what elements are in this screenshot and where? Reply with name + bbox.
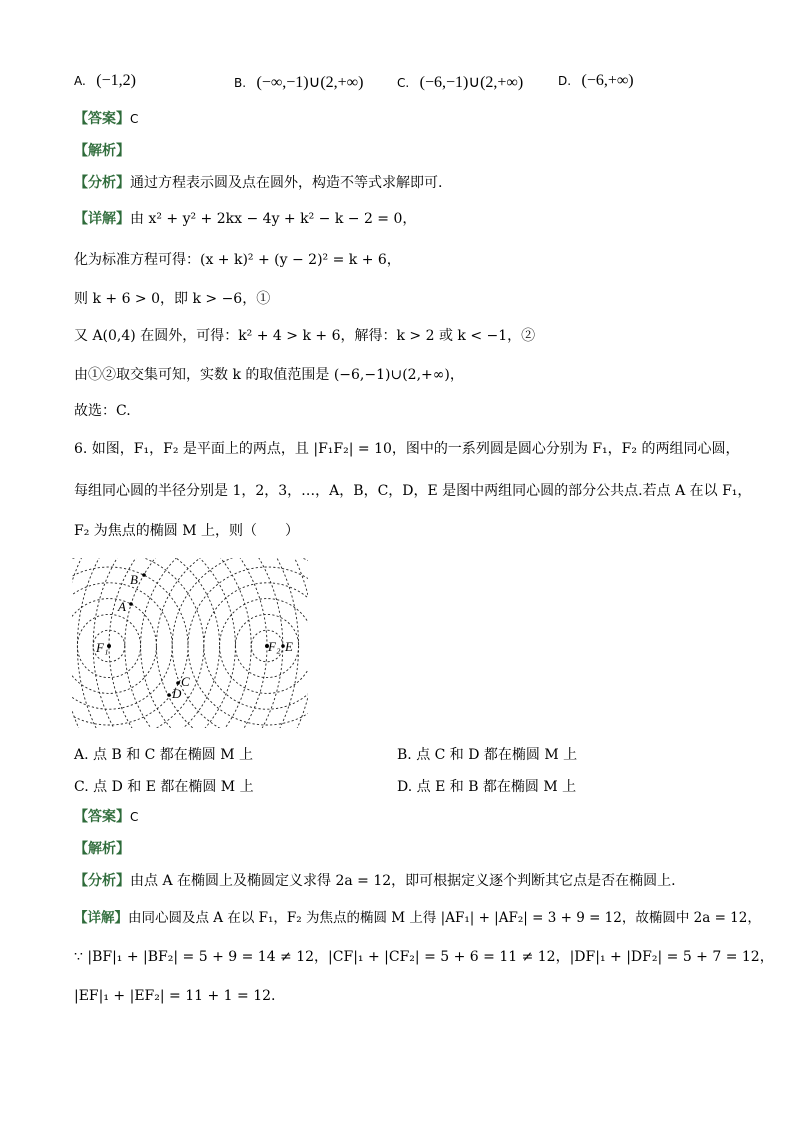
q6-answer	[74, 806, 138, 826]
xiangjie-label: 【详解】	[74, 211, 130, 227]
xiangjie-text: 由 x² + y² + 2kx − 4y + k² − k − 2 = 0，	[130, 211, 417, 227]
fenxi-label: 【分析】	[74, 873, 130, 889]
concentric-circle	[72, 567, 188, 725]
q6-line-1: ∵ |BF|₁ + |BF₂| = 5 + 9 = 14 ≠ 12，|CF|₁ + |CF₂| = 5 + 6 = 11 ≠ 12，|DF|₁ + |DF₂| = 5 + 7 = 12，	[74, 949, 774, 965]
xiangjie-label: 【详解】	[74, 910, 128, 926]
point-D	[167, 693, 171, 697]
q6-option-c: C. 点 D 和 E 都在椭圆 M 上	[74, 779, 254, 795]
xiangjie-text: 由同心圆及点 A 在以 F₁，F₂ 为焦点的椭圆 M 上得 |AF₁| + |AF₂| = 3 + 9 = 12，故椭圆中 2a = 12，	[128, 910, 761, 926]
label-A: A	[118, 599, 126, 614]
answer-value: C	[130, 810, 139, 824]
answer-label: 【答案】	[74, 809, 130, 825]
concentric-circle	[125, 558, 308, 728]
q5-option-d	[558, 72, 634, 90]
concentric-circles-figure	[72, 558, 308, 728]
q5-analysis-heading: 【解析】	[74, 143, 130, 159]
q5-line-5: 故选：C.	[74, 403, 131, 419]
q6-option-d: D. 点 E 和 B 都在椭圆 M 上	[397, 779, 577, 795]
q5-line-1: 化为标准方程可得：(x + k)² + (y − 2)² = k + 6，	[74, 252, 401, 268]
point-B	[142, 573, 146, 577]
concentric-circle	[72, 599, 156, 694]
answer-label: 【答案】	[74, 111, 130, 127]
label-F1: F₁	[96, 640, 109, 655]
option-text: (−6,+∞)	[581, 72, 634, 89]
label-B: B	[130, 572, 138, 587]
q5-answer	[74, 108, 138, 128]
fenxi-text: 由点 A 在椭圆上及椭圆定义求得 2a = 12，即可根据定义逐个判断其它点是否在椭圆上.	[130, 873, 676, 889]
q6-line-2: |EF|₁ + |EF₂| = 11 + 1 = 12.	[74, 988, 276, 1004]
q5-option-b	[234, 72, 363, 92]
fenxi-text: 通过方程表示圆及点在圆外，构造不等式求解即可.	[130, 175, 443, 191]
q6-xiangjie	[74, 906, 761, 926]
option-letter: B.	[234, 76, 247, 90]
q5-option-a	[74, 72, 136, 90]
q5-line-3: 又 A(0,4) 在圆外，可得：k² + 4 > k + 6，解得：k > 2 或 k < −1，②	[74, 328, 536, 344]
concentric-circle	[220, 599, 308, 694]
q6-analysis-heading: 【解析】	[74, 841, 130, 857]
q6-option-b: B. 点 C 和 D 都在椭圆 M 上	[397, 747, 578, 763]
q5-option-c	[397, 72, 523, 92]
q6-option-a: A. 点 B 和 C 都在椭圆 M 上	[74, 747, 254, 763]
label-F2: F₂	[268, 639, 281, 654]
option-text: (−6,−1)∪(2,+∞)	[419, 74, 524, 91]
option-letter: C.	[397, 76, 410, 90]
q5-line-2: 则 k + 6 > 0，即 k > −6，①	[74, 291, 271, 307]
label-E: E	[285, 639, 293, 654]
answer-value: C	[130, 112, 139, 126]
q6-stem-line-1: 6. 如图，F₁，F₂ 是平面上的两点，且 |F₁F₂| = 10，图中的一系列圆是圆心分别为 F₁，F₂ 的两组同心圆，	[74, 441, 740, 457]
label-C: C	[181, 674, 190, 689]
q5-line-4: 由①②取交集可知，实数 k 的取值范围是 (−6,−1)∪(2,+∞)，	[74, 367, 464, 383]
q6-fenxi	[74, 870, 676, 890]
fenxi-label: 【分析】	[74, 175, 130, 191]
point-C	[176, 681, 180, 685]
option-text: (−1,2)	[96, 72, 136, 89]
q5-xiangjie	[74, 208, 416, 228]
option-text: (−∞,−1)∪(2,+∞)	[256, 74, 364, 91]
option-letter: A.	[74, 74, 86, 88]
label-D: D	[172, 686, 182, 701]
concentric-circle	[72, 558, 220, 728]
q6-stem-line-3: F₂ 为焦点的椭圆 M 上，则（ ）	[74, 523, 300, 539]
figure-points	[107, 573, 285, 697]
point-A	[129, 602, 133, 606]
q6-stem-line-2: 每组同心圆的半径分别是 1，2，3，…，A，B，C，D，E 是图中两组同心圆的部分公共点.若点 A 在以 F₁，	[74, 483, 752, 499]
option-letter: D.	[558, 74, 572, 88]
q5-fenxi	[74, 172, 442, 192]
